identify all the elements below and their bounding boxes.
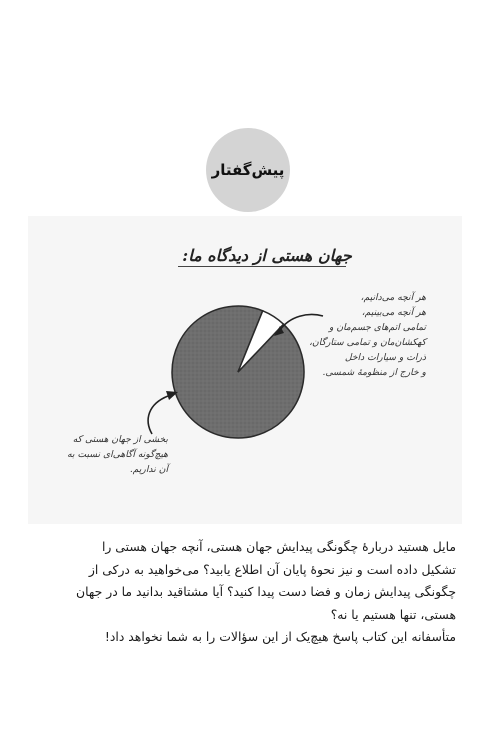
body-line: متأسفانه این کتاب پاسخ هیچ‌یک از این سؤالات را به شما نخواهد داد! [104, 629, 456, 644]
annotation-line: ذرات و سیارات داخل [344, 352, 426, 363]
body-line: چگونگی پیدایش زمان و فضا دست پیدا کنید؟ آیا مشتاقید بدانید ما در جهان [76, 584, 456, 599]
body-line: تشکیل داده است و نیز نحوهٔ پایان آن اطلاع یابید؟ می‌خواهید به درکی از [88, 561, 456, 577]
annotation-line: بخشی از جهان هستی که [72, 434, 168, 445]
figure-heading-underline [178, 266, 346, 267]
body-paragraph [38, 536, 456, 649]
annotation-line: هر آنچه می‌بینیم، [361, 307, 426, 318]
annotation-line: هیچ‌گونه آگاهی‌ای نسبت به [67, 449, 168, 460]
annotation-line: کهکشان‌مان و تمامی ستارگان، [309, 337, 426, 348]
figure-panel [28, 216, 462, 524]
figure-heading: جهان هستی از دیدگاه ما: [182, 246, 352, 265]
chapter-title-badge [206, 128, 290, 212]
unknown-universe-annotation [56, 432, 168, 477]
annotation-line: و خارج از منظومهٔ شمسی. [322, 367, 426, 378]
annotation-line: تمامی اتم‌های جسم‌مان و [329, 322, 426, 333]
body-line: هستی، تنها هستیم یا نه؟ [330, 606, 456, 622]
body-line: مایل هستید دربارهٔ چگونگی پیدایش جهان هستی، آنچه جهان هستی را [101, 539, 456, 554]
chapter-title: پیش‌گفتار [211, 161, 285, 179]
known-universe-annotation [309, 290, 426, 380]
annotation-line: هر آنچه می‌دانیم، [360, 292, 426, 303]
annotation-line: آن نداریم. [129, 464, 168, 475]
